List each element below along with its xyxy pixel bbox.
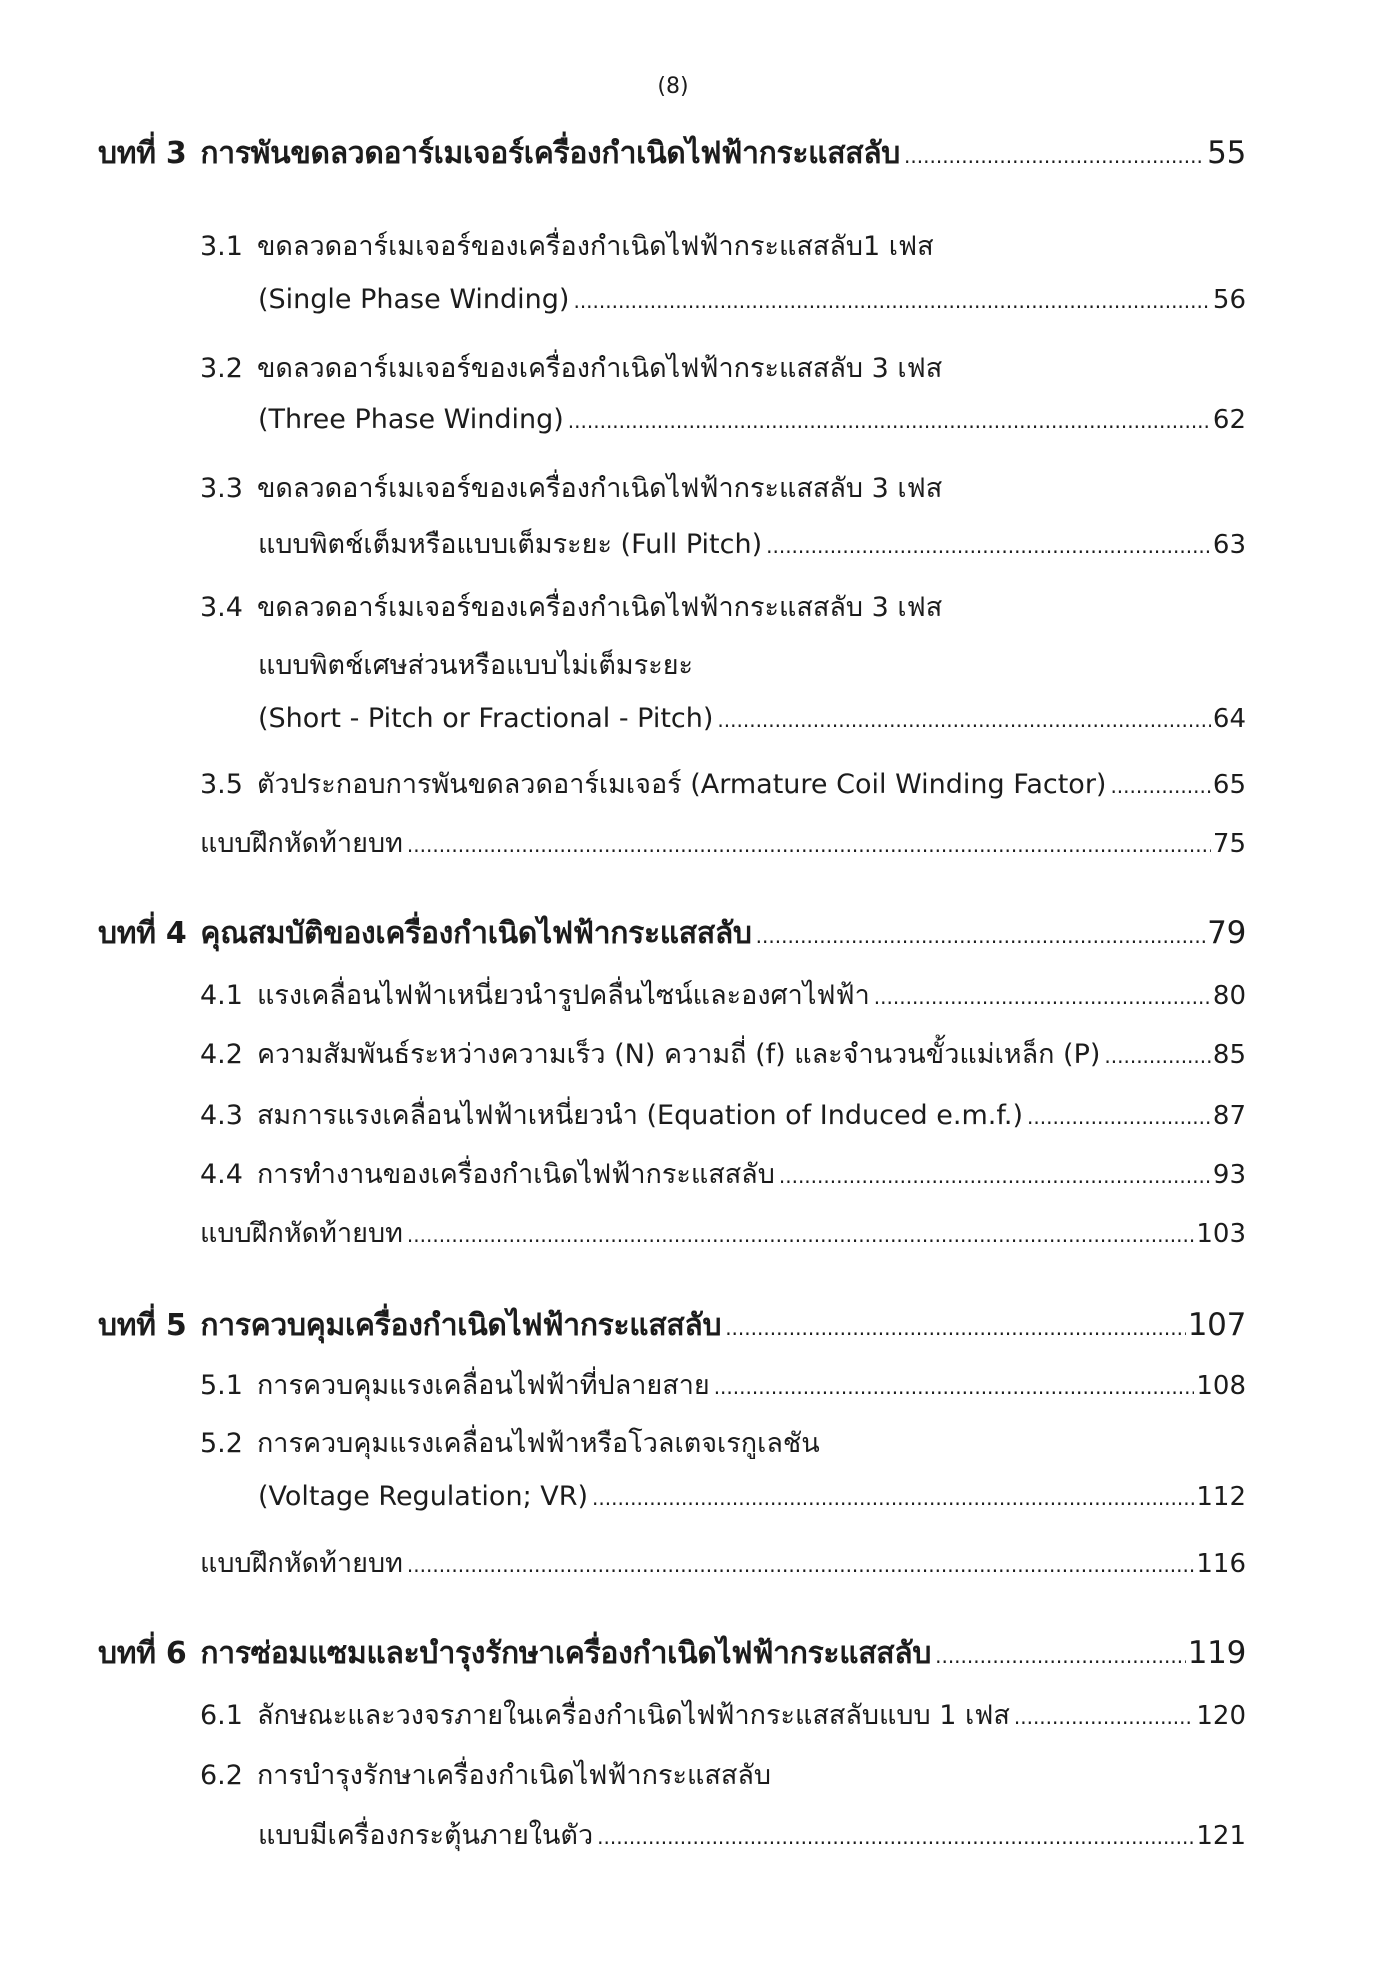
entry-title: ขดลวดอาร์เมเจอร์ของเครื่องกำเนิดไฟฟ้ากระแสสลับ1 เฟส — [256, 231, 934, 262]
dot-leader — [1014, 1705, 1194, 1729]
entry-number: 4.4 — [200, 1159, 243, 1190]
entry-title: (Short - Pitch or Fractional - Pitch) — [258, 703, 714, 734]
entry-page-number: 85 — [1212, 1040, 1246, 1070]
entry-title: การซ่อมแซมและบำรุงรักษาเครื่องกำเนิดไฟฟ้ากระแสสลับ — [200, 1636, 932, 1671]
dot-leader — [714, 1375, 1195, 1399]
entry-page-number: 121 — [1196, 1821, 1246, 1851]
entry-title: (Three Phase Winding) — [258, 404, 564, 435]
entry-number: 6.2 — [200, 1760, 243, 1791]
entry-number: 6.1 — [200, 1700, 243, 1731]
chapter-entry[interactable] — [98, 1302, 1246, 1349]
entry-number: บทที่ 4 — [98, 916, 187, 951]
entry-title: การทำงานของเครื่องกำเนิดไฟฟ้ากระแสสลับ — [256, 1159, 775, 1190]
dot-leader — [407, 1553, 1194, 1577]
entry-page-number: 79 — [1207, 915, 1246, 951]
entry-number: 4.1 — [200, 980, 243, 1011]
entry-title: คุณสมบัติของเครื่องกำเนิดไฟฟ้ากระแสสลับ — [200, 916, 752, 951]
entry-number: 3.2 — [200, 353, 243, 384]
dot-leader — [725, 1316, 1186, 1340]
section-entry[interactable] — [200, 224, 934, 267]
chapter-entry[interactable] — [98, 1630, 1246, 1677]
section-entry[interactable] — [200, 346, 942, 389]
entry-number: 3.4 — [200, 592, 243, 623]
dot-leader — [874, 985, 1211, 1009]
entry-page-number: 103 — [1196, 1219, 1246, 1249]
entry-title: แบบฝึกหัดท้ายบท — [200, 1218, 403, 1249]
entry-title: การควบคุมแรงเคลื่อนไฟฟ้าที่ปลายสาย — [256, 1370, 710, 1401]
entry-page-number: 64 — [1212, 704, 1246, 734]
dot-leader — [1110, 774, 1210, 798]
chapter-entry[interactable] — [98, 910, 1246, 957]
dot-leader — [935, 1644, 1186, 1668]
entry-page-number: 116 — [1196, 1549, 1246, 1579]
section-continuation[interactable] — [258, 1481, 1246, 1512]
entry-page-number: 65 — [1212, 770, 1246, 800]
entry-title: แบบมีเครื่องกระตุ้นภายในตัว — [258, 1820, 594, 1851]
entry-title: การควบคุมแรงเคลื่อนไฟฟ้าหรือโวลเตจเรกูเลชัน — [256, 1428, 820, 1459]
section-entry[interactable] — [200, 1152, 1246, 1195]
section-continuation[interactable] — [258, 522, 1246, 565]
section-continuation[interactable] — [258, 404, 1246, 435]
entry-page-number: 87 — [1212, 1101, 1246, 1131]
entry-page-number: 75 — [1212, 829, 1246, 859]
dot-leader — [756, 924, 1205, 948]
entry-title: ลักษณะและวงจรภายในเครื่องกำเนิดไฟฟ้ากระแสสลับแบบ 1 เฟส — [256, 1700, 1010, 1731]
exercise-entry[interactable] — [200, 821, 1246, 864]
dot-leader — [407, 833, 1211, 857]
section-entry[interactable] — [200, 1093, 1246, 1136]
section-entry[interactable] — [200, 1421, 820, 1464]
section-entry[interactable] — [200, 1693, 1246, 1736]
entry-page-number: 120 — [1196, 1701, 1246, 1731]
entry-page-number: 55 — [1207, 135, 1246, 171]
section-continuation[interactable] — [258, 643, 693, 686]
dot-leader — [779, 1164, 1211, 1188]
entry-page-number: 63 — [1212, 530, 1246, 560]
entry-page-number: 62 — [1212, 405, 1246, 435]
dot-leader — [568, 409, 1211, 433]
dot-leader — [597, 1825, 1194, 1849]
dot-leader — [1104, 1044, 1211, 1068]
entry-number: 3.1 — [200, 231, 243, 262]
entry-title: (Voltage Regulation; VR) — [258, 1481, 589, 1512]
entry-page-number: 80 — [1212, 981, 1246, 1011]
entry-title: การบำรุงรักษาเครื่องกำเนิดไฟฟ้ากระแสสลับ — [256, 1760, 772, 1791]
entry-page-number: 112 — [1196, 1482, 1246, 1512]
entry-page-number: 107 — [1187, 1307, 1246, 1343]
entry-title: การควบคุมเครื่องกำเนิดไฟฟ้ากระแสสลับ — [200, 1308, 722, 1343]
dot-leader — [592, 1486, 1194, 1510]
chapter-entry[interactable] — [98, 130, 1246, 177]
section-entry[interactable] — [200, 973, 1246, 1016]
entry-page-number: 93 — [1212, 1160, 1246, 1190]
section-entry[interactable] — [200, 1753, 771, 1796]
entry-number: บทที่ 6 — [98, 1636, 187, 1671]
section-entry[interactable] — [200, 466, 942, 509]
entry-title: แบบพิตช์เศษส่วนหรือแบบไม่เต็มระยะ — [258, 650, 694, 681]
entry-number: 4.2 — [200, 1039, 243, 1070]
dot-leader — [1027, 1105, 1211, 1129]
section-entry[interactable] — [200, 762, 1246, 805]
entry-title: แบบฝึกหัดท้ายบท — [200, 1548, 403, 1579]
entry-title: แบบฝึกหัดท้ายบท — [200, 828, 403, 859]
dot-leader — [573, 289, 1210, 313]
entry-title: ตัวประกอบการพันขดลวดอาร์เมเจอร์ (Armature Coil Winding Factor) — [256, 769, 1107, 800]
entry-title: ขดลวดอาร์เมเจอร์ของเครื่องกำเนิดไฟฟ้ากระแสสลับ 3 เฟส — [256, 473, 943, 504]
section-continuation[interactable] — [258, 1813, 1246, 1856]
entry-page-number: 56 — [1212, 285, 1246, 315]
dot-leader — [407, 1223, 1194, 1247]
exercise-entry[interactable] — [200, 1541, 1246, 1584]
entry-title: ขดลวดอาร์เมเจอร์ของเครื่องกำเนิดไฟฟ้ากระแสสลับ 3 เฟส — [256, 353, 943, 384]
dot-leader — [766, 534, 1211, 558]
entry-title: แรงเคลื่อนไฟฟ้าเหนี่ยวนำรูปคลื่นไซน์และองศาไฟฟ้า — [256, 980, 870, 1011]
section-continuation[interactable] — [258, 703, 1246, 734]
entry-number: 3.5 — [200, 769, 243, 800]
entry-number: 5.1 — [200, 1370, 243, 1401]
entry-number: บทที่ 5 — [98, 1308, 187, 1343]
entry-page-number: 119 — [1187, 1635, 1246, 1671]
entry-title: (Single Phase Winding) — [258, 284, 570, 315]
section-entry[interactable] — [200, 1363, 1246, 1406]
entry-number: 3.3 — [200, 473, 243, 504]
exercise-entry[interactable] — [200, 1211, 1246, 1254]
dot-leader — [717, 708, 1210, 732]
entry-title: สมการแรงเคลื่อนไฟฟ้าเหนี่ยวนำ (Equation of Induced e.m.f.) — [256, 1100, 1024, 1131]
entry-title: ขดลวดอาร์เมเจอร์ของเครื่องกำเนิดไฟฟ้ากระแสสลับ 3 เฟส — [256, 592, 943, 623]
entry-title: การพันขดลวดอาร์เมเจอร์เครื่องกำเนิดไฟฟ้ากระแสสลับ — [200, 136, 901, 171]
entry-number: 4.3 — [200, 1100, 243, 1131]
entry-title: แบบพิตช์เต็มหรือแบบเต็มระยะ (Full Pitch) — [258, 529, 763, 560]
entry-number: 5.2 — [200, 1428, 243, 1459]
dot-leader — [904, 144, 1205, 168]
entry-page-number: 108 — [1196, 1371, 1246, 1401]
entry-number: บทที่ 3 — [98, 136, 187, 171]
section-entry[interactable] — [200, 1032, 1246, 1075]
section-continuation[interactable] — [258, 284, 1246, 315]
page-number: (8) — [657, 74, 689, 99]
section-entry[interactable] — [200, 585, 942, 628]
entry-title: ความสัมพันธ์ระหว่างความเร็ว (N) ความถี่ (f) และจำนวนขั้วแม่เหล็ก (P) — [256, 1039, 1101, 1070]
